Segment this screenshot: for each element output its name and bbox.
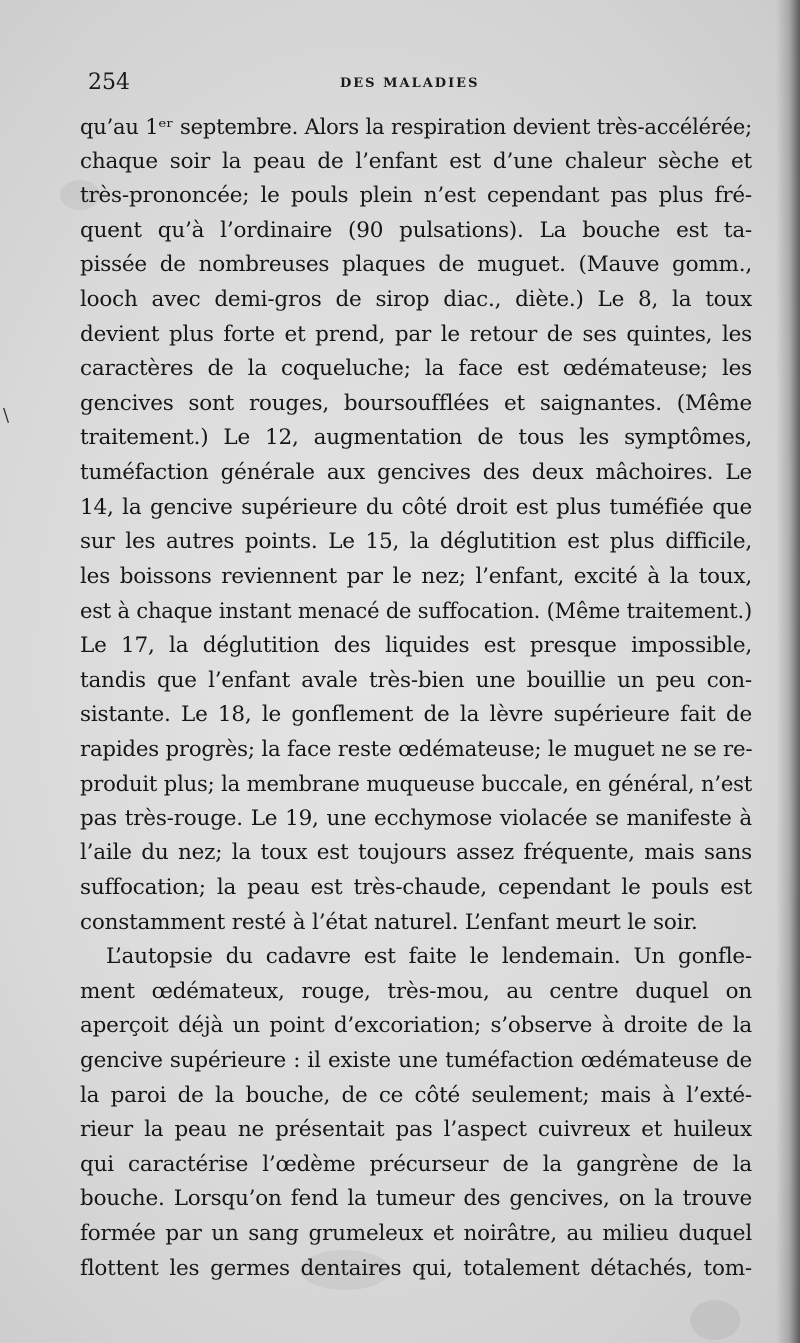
text-line: ment œdémateux, rouge, très-mou, au centre duquel on (80, 978, 752, 1004)
text-line: Le 17, la déglutition des liquides est presque impossible, (80, 632, 752, 658)
text-line: l’aile du nez; la toux est toujours assez fréquente, mais sans (80, 840, 752, 866)
text-line: suffocation; la peau est très-chaude, cependant le pouls est (80, 875, 752, 901)
text-line: qui caractérise l’œdème précurseur de la gangrène de la (80, 1151, 752, 1177)
text-line: tuméfaction générale aux gencives des deux mâchoires. Le (80, 459, 752, 485)
page-gutter-shadow (776, 0, 800, 1343)
text-line: 14, la gencive supérieure du côté droit est plus tuméfiée que (80, 494, 752, 520)
text-line: la paroi de la bouche, de ce côté seulement; mais à l’exté- (80, 1082, 752, 1108)
text-line: gencive supérieure : il existe une tuméfaction œdémateuse de (80, 1048, 752, 1074)
text-line: aperçoit déjà un point d’excoriation; s’observe à droite de la (80, 1013, 752, 1039)
text-line: produit plus; la membrane muqueuse buccale, en général, n’est (80, 771, 752, 797)
text-line: rapides progrès; la face reste œdémateuse; le muguet ne se re- (80, 736, 753, 762)
text-line: traitement.) Le 12, augmentation de tous les symptômes, (80, 425, 752, 451)
text-line: quent qu’à l’ordinaire (90 pulsations). La bouche est ta- (80, 217, 752, 243)
text-line: constamment resté à l’état naturel. L’enfant meurt le soir. (80, 909, 698, 935)
text-line: chaque soir la peau de l’enfant est d’une chaleur sèche et (80, 148, 752, 174)
text-line: pissée de nombreuses plaques de muguet. (Mauve gomm., (80, 252, 752, 278)
running-head: DES MALADIES (340, 76, 480, 91)
text-line: looch avec demi-gros de sirop diac., diète.) Le 8, la toux (80, 286, 752, 312)
text-line: tandis que l’enfant avale très-bien une bouillie un peu con- (80, 667, 752, 693)
text-line: formée par un sang grumeleux et noirâtre, au milieu duquel (80, 1221, 752, 1246)
text-line: gencives sont rouges, boursoufflées et saignantes. (Même (80, 390, 752, 416)
text-line: est à chaque instant menacé de suffocation. (Même traitement.) (80, 599, 752, 624)
text-line: bouche. Lorsqu’on fend la tumeur des gencives, on la trouve (80, 1186, 752, 1212)
text-line: L’autopsie du cadavre est faite le lendemain. Un gonfle- (106, 944, 752, 970)
body-text (80, 110, 752, 1286)
text-line: pas très-rouge. Le 19, une ecchymose violacée se manifeste à (80, 805, 752, 831)
text-line: sistante. Le 18, le gonflement de la lèvre supérieure fait de (80, 702, 752, 728)
margin-mark: \ (3, 405, 10, 426)
text-line: très-prononcée; le pouls plein n’est cependant pas plus fré- (80, 183, 752, 209)
page-header (88, 70, 750, 100)
page-number: 254 (88, 70, 130, 95)
text-line: rieur la peau ne présentait pas l’aspect cuivreux et huileux (80, 1117, 752, 1143)
text-line: flottent les germes dentaires qui, totalement détachés, tom- (80, 1255, 752, 1281)
text-line: caractères de la coqueluche; la face est œdémateuse; les (80, 356, 752, 382)
text-line: devient plus forte et prend, par le retour de ses quintes, les (80, 321, 752, 347)
text-line: les boissons reviennent par le nez; l’enfant, excité à la toux, (80, 563, 752, 589)
text-line: qu’au 1ᵉʳ septembre. Alors la respiration devient très-accélérée; (80, 115, 752, 139)
text-line: sur les autres points. Le 15, la déglutition est plus difficile, (80, 529, 752, 555)
